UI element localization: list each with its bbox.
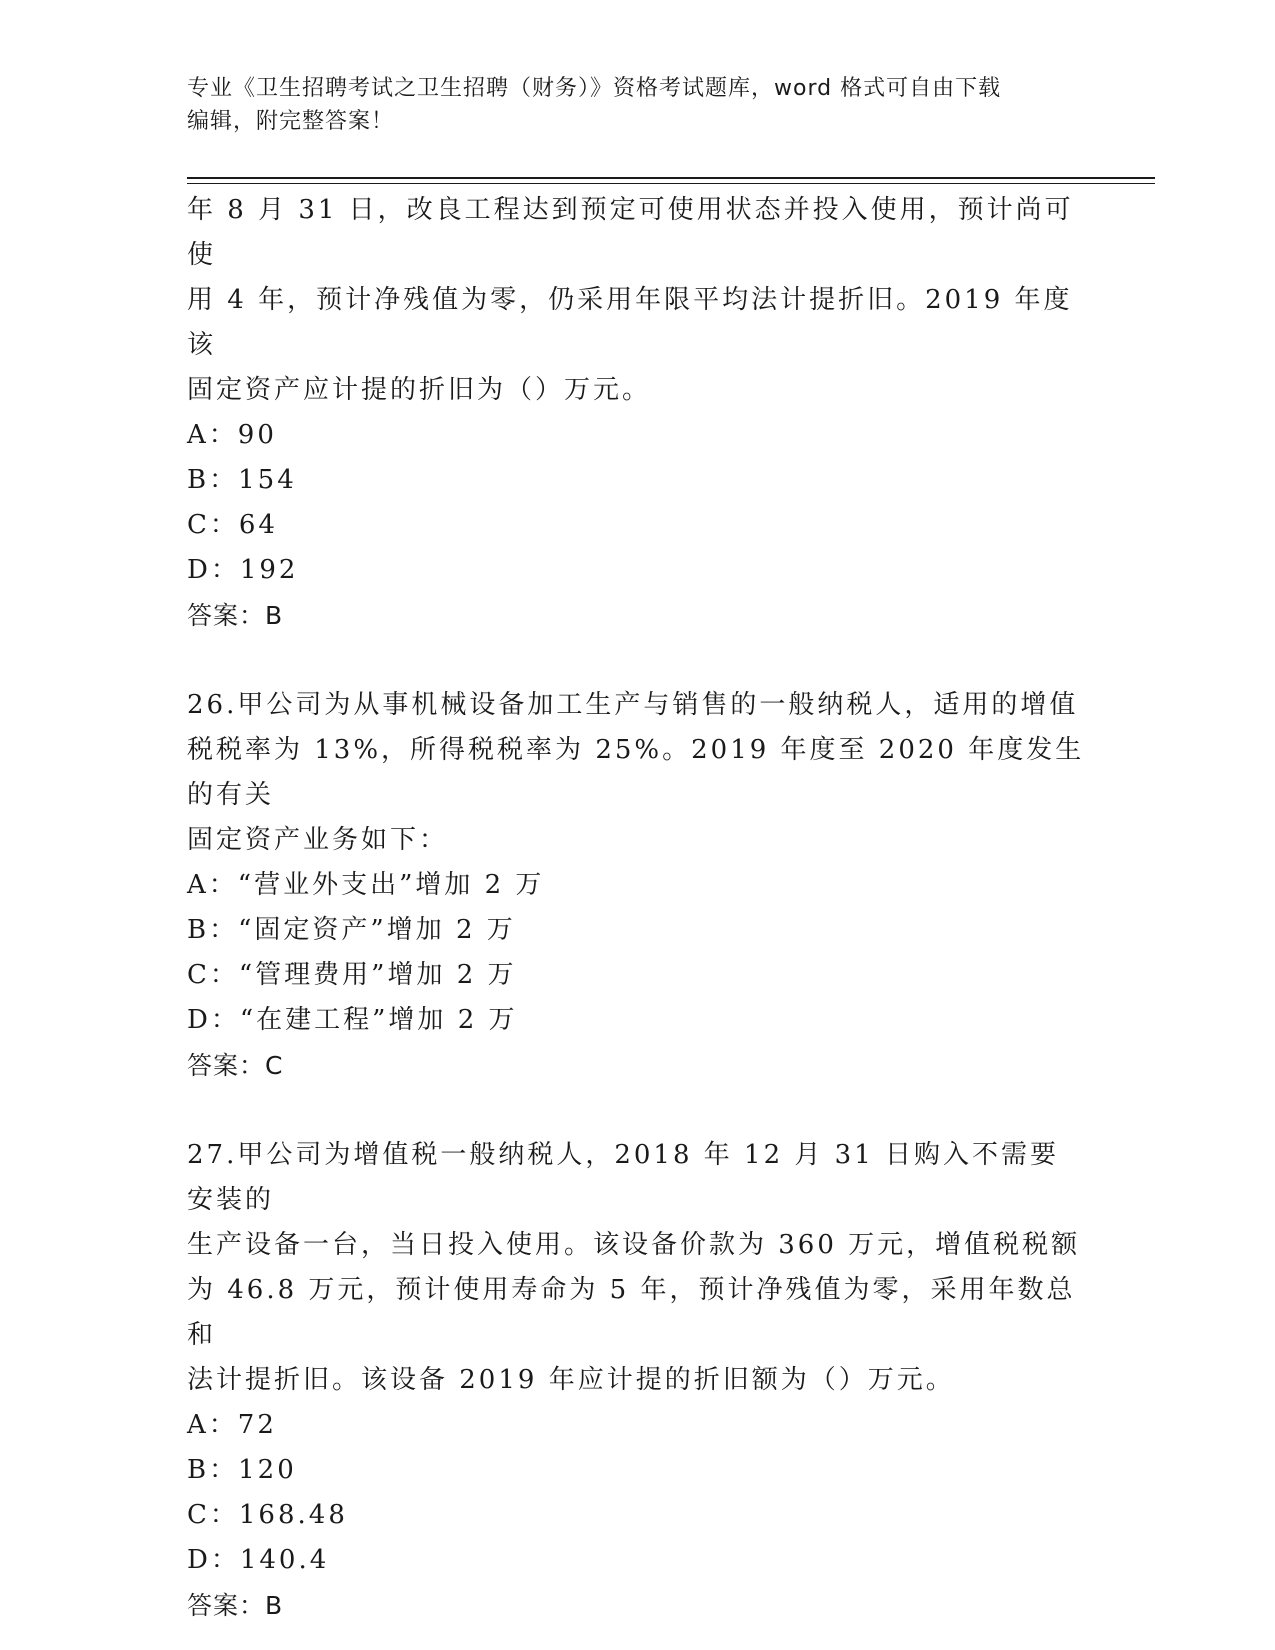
question-stem-line: 税税率为 13%，所得税税率为 25%。2019 年度至 2020 年度发生的有关 (187, 735, 1085, 810)
header-line-1: 专业《卫生招聘考试之卫生招聘（财务）》资格考试题库，word 格式可自由下载 (187, 76, 1002, 101)
header-rule-thin (187, 183, 1155, 184)
question-stem-line: 固定资产业务如下： (187, 825, 449, 855)
header-line-2: 编辑，附完整答案！ (187, 109, 395, 134)
option-c: C：64 (187, 510, 278, 540)
question-block (187, 1133, 1087, 1628)
question-spacer (187, 1088, 1087, 1133)
question-stem-line: 为 46.8 万元，预计使用寿命为 5 年，预计净残值为零，采用年数总和 (187, 1275, 1076, 1350)
option-d: D：192 (187, 555, 299, 585)
option-b: B：120 (187, 1455, 297, 1485)
option-a: A：“营业外支出”增加 2 万 (187, 870, 545, 900)
answer-line: 答案：C (187, 1051, 284, 1080)
option-c: C：168.48 (187, 1500, 348, 1530)
option-a: A：72 (187, 1410, 277, 1440)
question-stem-line: 法计提折旧。该设备 2019 年应计提的折旧额为（）万元。 (187, 1365, 955, 1395)
question-block (187, 188, 1087, 638)
option-d: D：140.4 (187, 1545, 330, 1575)
document-header (187, 72, 1067, 138)
question-block (187, 683, 1087, 1088)
option-d: D：“在建工程”增加 2 万 (187, 1005, 518, 1035)
option-a: A：90 (187, 420, 277, 450)
question-stem-line: 固定资产应计提的折旧为（）万元。 (187, 375, 652, 405)
question-stem-line: 年 8 月 31 日，改良工程达到预定可使用状态并投入使用，预计尚可使 (187, 195, 1074, 270)
answer-line: 答案：B (187, 601, 284, 630)
question-stem-line: 生产设备一台，当日投入使用。该设备价款为 360 万元，增值税税额 (187, 1230, 1081, 1260)
header-rule-thick (187, 177, 1155, 179)
option-b: B：154 (187, 465, 297, 495)
question-spacer (187, 638, 1087, 683)
option-b: B：“固定资产”增加 2 万 (187, 915, 516, 945)
option-c: C：“管理费用”增加 2 万 (187, 960, 517, 990)
question-stem-line: 26.甲公司为从事机械设备加工生产与销售的一般纳税人，适用的增值 (187, 690, 1079, 720)
question-stem-line: 用 4 年，预计净残值为零，仍采用年限平均法计提折旧。2019 年度该 (187, 285, 1073, 360)
question-list (187, 188, 1087, 1628)
answer-line: 答案：B (187, 1591, 284, 1620)
question-stem-line: 27.甲公司为增值税一般纳税人，2018 年 12 月 31 日购入不需要安装的 (187, 1140, 1060, 1215)
